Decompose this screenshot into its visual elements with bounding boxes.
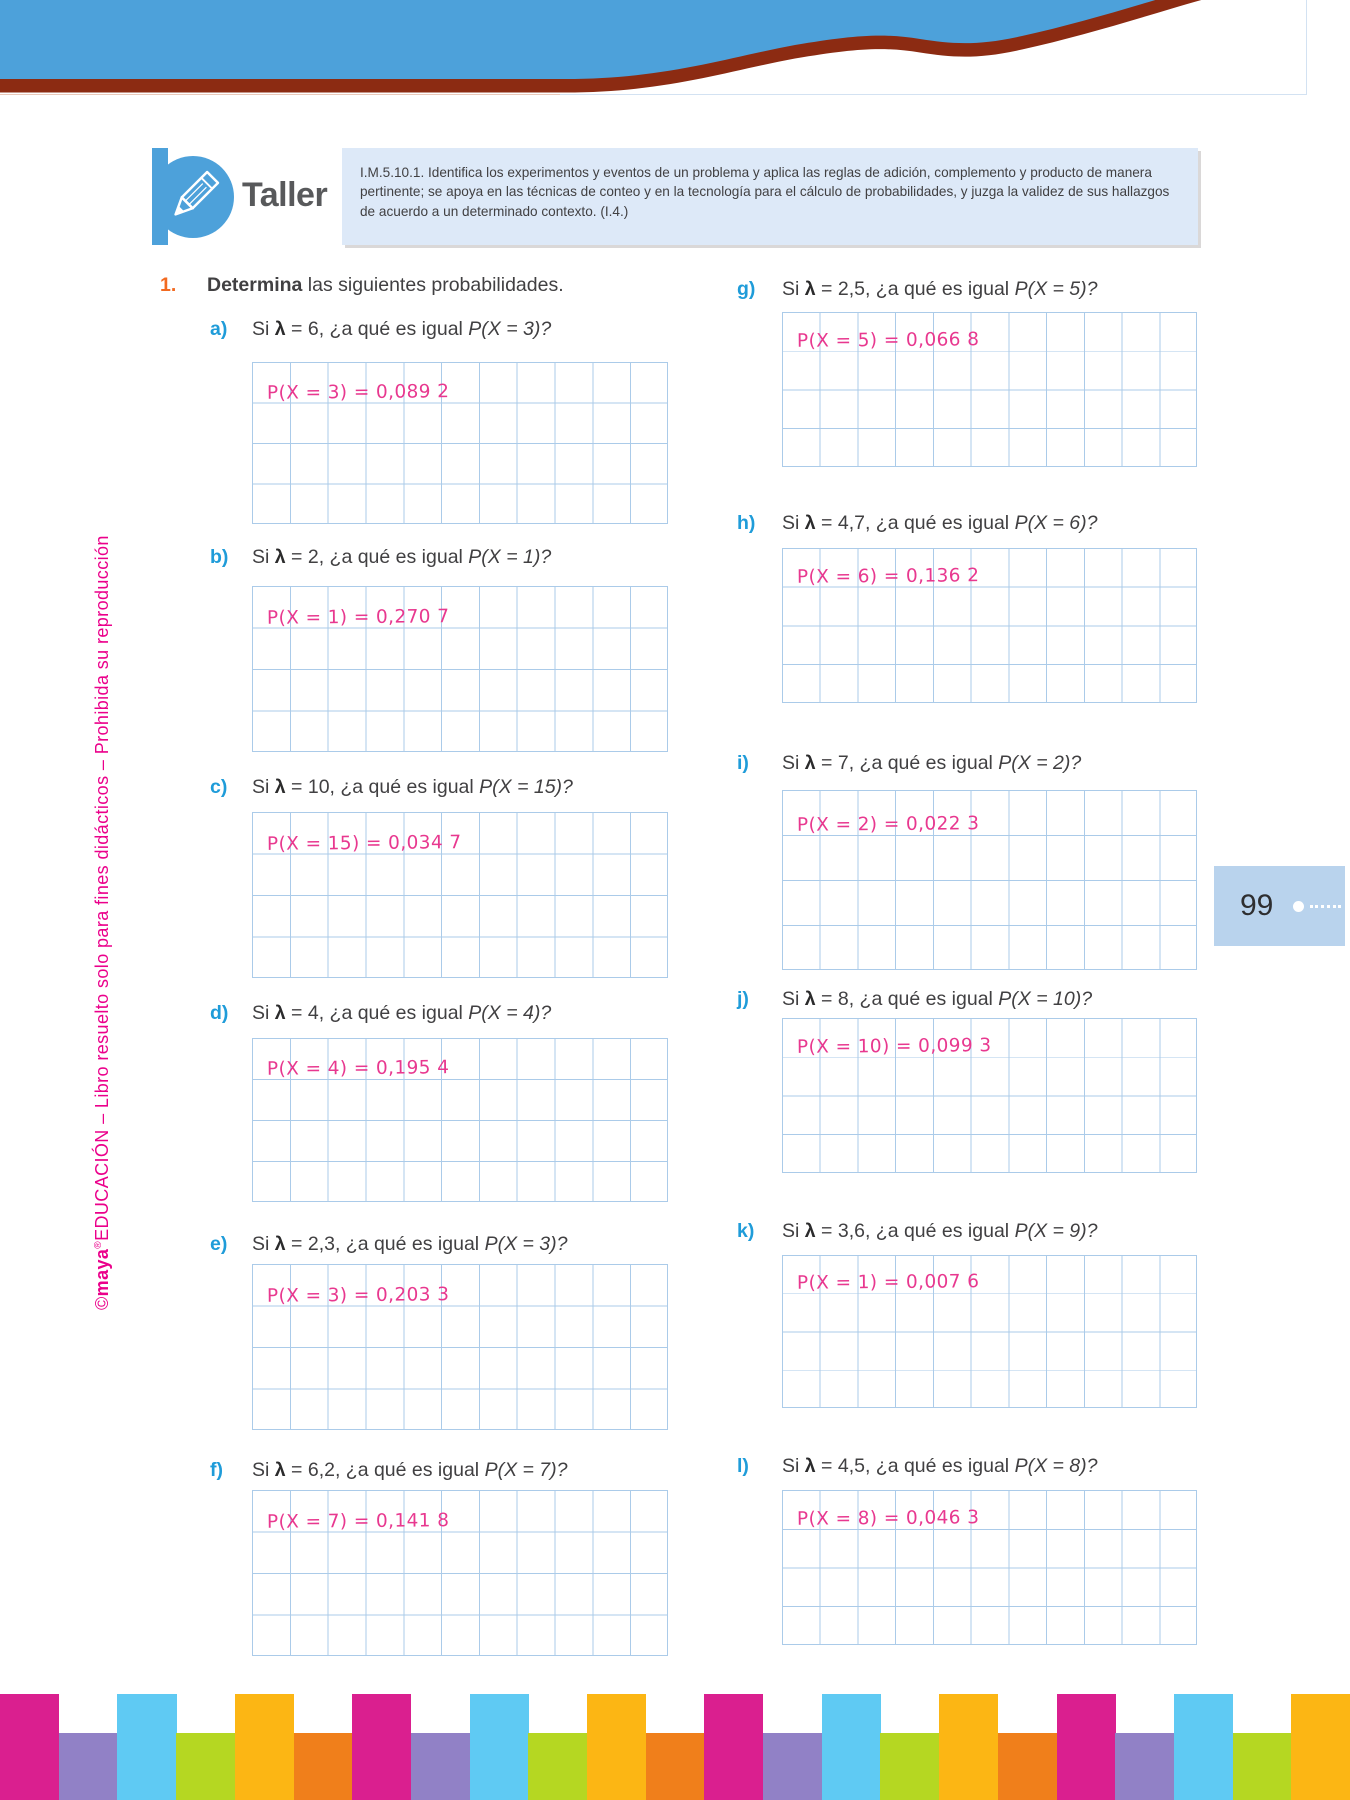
footer-bar-cyan	[1174, 1694, 1233, 1800]
footer-stripes	[0, 1694, 1350, 1800]
lambda-symbol: λ	[804, 278, 816, 300]
item-question	[782, 278, 1097, 301]
handwritten-answer: P(X = 3) = 0,203 3	[266, 1283, 450, 1307]
question-prefix: Si	[252, 1233, 275, 1255]
lambda-symbol: λ	[274, 546, 286, 568]
footer-bar-yellow	[1291, 1694, 1350, 1800]
question-body: = 2,3, ¿a qué es igual	[285, 1233, 485, 1255]
lambda-symbol: λ	[804, 1220, 816, 1242]
item-question	[252, 546, 551, 569]
footer-bar-yellow	[587, 1694, 646, 1800]
question-prefix: Si	[782, 752, 805, 774]
question-body: = 4, ¿a qué es igual	[285, 1002, 469, 1024]
answer-grid	[252, 586, 668, 752]
pencil-icon	[152, 156, 234, 238]
page-number: 99	[1240, 889, 1274, 922]
question-body: = 8, ¿a qué es igual	[815, 988, 999, 1010]
answer-grid	[782, 1018, 1197, 1173]
question-body: = 4,5, ¿a qué es igual	[815, 1455, 1015, 1477]
item-label: i)	[737, 752, 749, 774]
dot-icon	[1293, 901, 1304, 912]
footer-bar-purple	[411, 1733, 470, 1800]
question-prefix: Si	[252, 318, 275, 340]
footer-bar-magenta	[0, 1694, 59, 1800]
question-body: = 2,5, ¿a qué es igual	[815, 278, 1015, 300]
question-body: = 7, ¿a qué es igual	[815, 752, 999, 774]
answer-grid	[252, 812, 668, 978]
footer-bar-cyan	[470, 1694, 529, 1800]
footer-bar-green	[1233, 1733, 1292, 1800]
lambda-symbol: λ	[804, 988, 816, 1010]
question-prefix: Si	[252, 776, 275, 798]
handwritten-answer: P(X = 6) = 0,136 2	[796, 564, 980, 588]
standard-text: I.M.5.10.1. Identifica los experimentos y eventos de un problema y aplica las reglas de adición, complemento y producto de manera pertinente; se apoya en las técnicas de conteo y en la tecnología para el cálculo de probabilidades, y juzga la validez de sus hallazgos de acuerdo a un determinado contexto. (I.4.)	[360, 165, 1170, 219]
handwritten-answer: P(X = 7) = 0,141 8	[266, 1509, 450, 1533]
copyright-sidebar	[92, 535, 113, 1310]
copyright-text: EDUCACIÓN – Libro resuelto solo para fines didácticos – Prohibida su reproducción	[92, 535, 112, 1241]
question-math: P(X = 9)?	[1014, 1220, 1098, 1242]
question-prefix: Si	[252, 1002, 275, 1024]
item-question	[782, 988, 1092, 1011]
footer-bar-cyan	[117, 1694, 176, 1800]
answer-grid	[782, 548, 1197, 703]
question-math: P(X = 15)?	[479, 776, 573, 798]
footer-bar-green	[880, 1733, 939, 1800]
footer-bar-green	[176, 1733, 235, 1800]
item-question	[252, 1233, 567, 1256]
item-label: f)	[210, 1459, 223, 1481]
copyright-symbol: ©	[92, 1296, 112, 1310]
footer-bar-green	[528, 1733, 587, 1800]
lambda-symbol: λ	[274, 1233, 286, 1255]
handwritten-answer: P(X = 2) = 0,022 3	[796, 813, 980, 836]
lambda-symbol: λ	[274, 318, 286, 340]
answer-grid	[252, 1038, 668, 1202]
question-math: P(X = 5)?	[1014, 278, 1098, 300]
footer-bar-cyan	[822, 1694, 881, 1800]
question-math: P(X = 10)?	[998, 988, 1093, 1010]
instruction-rest: las siguientes probabilidades.	[302, 274, 564, 296]
handwritten-answer: P(X = 1) = 0,270 7	[266, 605, 450, 629]
lambda-symbol: λ	[804, 1455, 816, 1477]
header-wave-decoration	[0, 0, 1350, 130]
lambda-symbol: λ	[274, 1459, 286, 1481]
handwritten-answer: P(X = 8) = 0,046 3	[796, 1506, 980, 1530]
handwritten-answer: P(X = 4) = 0,195 4	[266, 1057, 450, 1080]
question-body: = 6,2, ¿a qué es igual	[285, 1459, 485, 1481]
question-math: P(X = 6)?	[1014, 512, 1098, 534]
answer-grid	[782, 790, 1197, 970]
answer-grid	[782, 1255, 1197, 1408]
exercise-instruction	[207, 274, 564, 297]
question-prefix: Si	[782, 278, 805, 300]
handwritten-answer: P(X = 3) = 0,089 2	[266, 380, 450, 404]
handwritten-answer: P(X = 5) = 0,066 8	[796, 328, 980, 352]
footer-bar-magenta	[704, 1694, 763, 1800]
item-label: b)	[210, 546, 229, 568]
registered-mark: ®	[93, 1240, 104, 1249]
header-edge-line	[1306, 0, 1307, 95]
question-math: P(X = 3)?	[484, 1233, 568, 1255]
question-math: P(X = 3)?	[468, 318, 552, 340]
footer-bar-yellow	[939, 1694, 998, 1800]
question-body: = 10, ¿a qué es igual	[285, 776, 480, 798]
footer-bar-purple	[763, 1733, 822, 1800]
item-label: a)	[210, 318, 228, 340]
question-body: = 4,7, ¿a qué es igual	[815, 512, 1015, 534]
exercise-number: 1.	[160, 274, 177, 296]
question-prefix: Si	[252, 1459, 275, 1481]
instruction-verb: Determina	[207, 274, 303, 296]
answer-grid	[782, 312, 1197, 467]
item-question	[252, 1459, 567, 1482]
question-prefix: Si	[782, 1455, 805, 1477]
item-label: j)	[737, 988, 749, 1010]
question-math: P(X = 8)?	[1014, 1455, 1098, 1477]
item-question	[782, 512, 1097, 535]
answer-grid	[252, 1490, 668, 1656]
footer-bar-purple	[59, 1733, 118, 1800]
footer-bar-magenta	[352, 1694, 411, 1800]
item-label: h)	[737, 512, 756, 534]
question-math: P(X = 2)?	[998, 752, 1082, 774]
lambda-symbol: λ	[274, 1002, 286, 1024]
question-body: = 2, ¿a qué es igual	[285, 546, 469, 568]
answer-grid	[252, 362, 668, 524]
item-question	[782, 1220, 1097, 1243]
question-prefix: Si	[782, 512, 805, 534]
footer-bar-yellow	[235, 1694, 294, 1800]
item-question	[252, 1002, 551, 1025]
item-label: e)	[210, 1233, 228, 1255]
lambda-symbol: λ	[804, 512, 816, 534]
item-question	[782, 752, 1081, 775]
question-body: = 3,6, ¿a qué es igual	[815, 1220, 1015, 1242]
item-label: g)	[737, 278, 756, 300]
answer-grid	[782, 1490, 1197, 1645]
brand-name: maya	[92, 1248, 112, 1297]
item-question	[252, 776, 573, 799]
handwritten-answer: P(X = 1) = 0,007 6	[796, 1271, 980, 1295]
question-math: P(X = 4)?	[468, 1002, 552, 1024]
handwritten-answer: P(X = 10) = 0,099 3	[796, 1034, 992, 1058]
lambda-symbol: λ	[274, 776, 286, 798]
page-number-tab	[1214, 866, 1345, 946]
question-body: = 6, ¿a qué es igual	[285, 318, 469, 340]
dotted-line-icon	[1310, 905, 1341, 908]
question-math: P(X = 7)?	[484, 1459, 568, 1481]
footer-bar-orange	[294, 1733, 353, 1800]
handwritten-answer: P(X = 15) = 0,034 7	[266, 831, 462, 855]
question-prefix: Si	[252, 546, 275, 568]
item-label: k)	[737, 1220, 755, 1242]
footer-bar-magenta	[1057, 1694, 1116, 1800]
lambda-symbol: λ	[804, 752, 816, 774]
footer-bar-orange	[998, 1733, 1057, 1800]
item-question	[252, 318, 551, 341]
footer-bar-purple	[1115, 1733, 1174, 1800]
question-math: P(X = 1)?	[468, 546, 552, 568]
item-label: c)	[210, 776, 228, 798]
item-label: l)	[737, 1455, 749, 1477]
header-divider-line-red	[0, 94, 560, 95]
item-label: d)	[210, 1002, 229, 1024]
standard-panel	[342, 148, 1198, 245]
item-question	[782, 1455, 1097, 1478]
question-prefix: Si	[782, 988, 805, 1010]
taller-title: Taller	[242, 176, 328, 214]
answer-grid	[252, 1264, 668, 1430]
footer-bar-orange	[646, 1733, 705, 1800]
question-prefix: Si	[782, 1220, 805, 1242]
